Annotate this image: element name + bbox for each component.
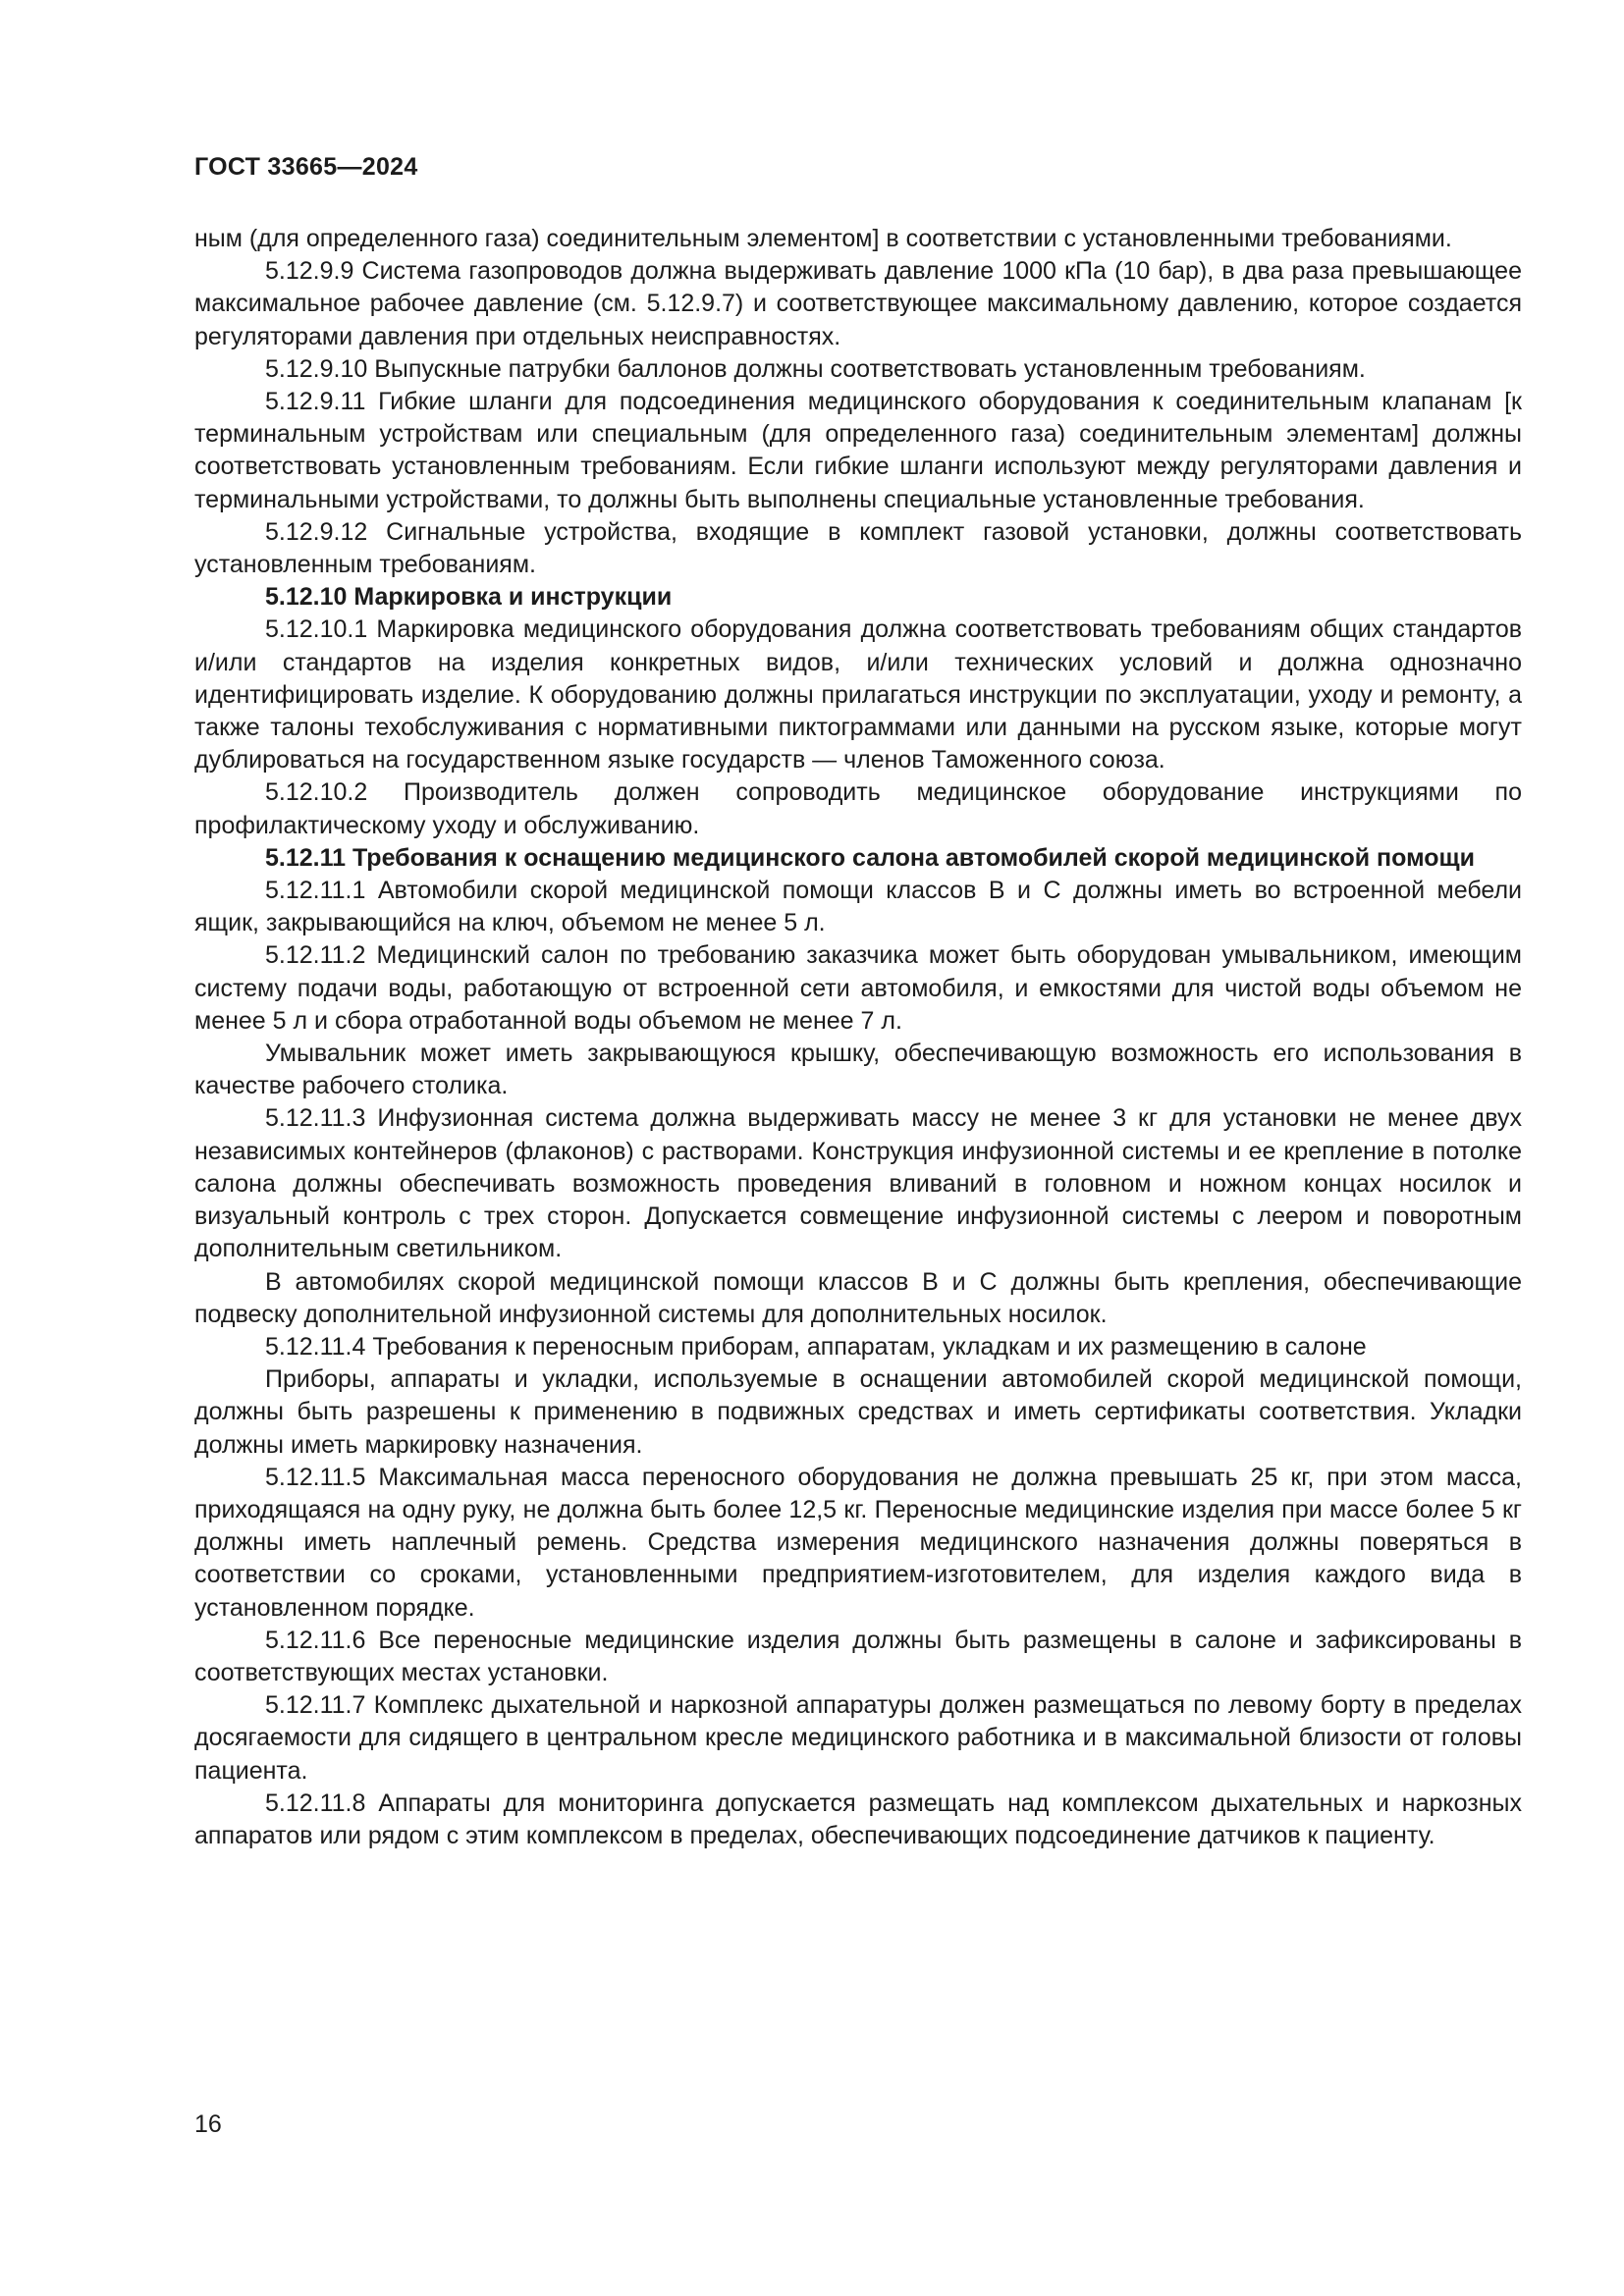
paragraph-5-12-10-2: 5.12.10.2 Производитель должен сопроводить медицинское оборудование инструкциями по профилактическому уходу и обслуживанию. <box>194 778 1522 839</box>
paragraph-5-12-11-5: 5.12.11.5 Максимальная масса переносного оборудования не должна превышать 25 кг, при этом масса, приходящаяся на одну руку, не должна быть более 12,5 кг. Переносные медицинские изделия при массе более 5 кг должны иметь наплечный ремень. Средства измерения медицинского назначения должны поверяться в соответствии со сроками, установленными предприятием-изготовителем, для изделия каждого вида в установленном порядке. <box>194 1463 1522 1622</box>
document-body <box>194 223 1522 1852</box>
paragraph-5-12-9-11: 5.12.9.11 Гибкие шланги для подсоединения медицинского оборудования к соединительным клапанам [к терминальным устройствам или специальным (для определенного газа) соединительным элементам] должны соответствовать установленным требованиям. Если гибкие шланги используют между регуляторами давления и терминальными устройствами, то должны быть выполнены специальные установленные требования. <box>194 388 1522 513</box>
paragraph-infusion-mounts: В автомобилях скорой медицинской помощи классов В и С должны быть крепления, обеспечивающие подвеску дополнительной инфузионной системы для дополнительных носилок. <box>194 1267 1522 1328</box>
paragraph-5-12-11-6: 5.12.11.6 Все переносные медицинские изделия должны быть размещены в салоне и зафиксированы в соответствующих местах установки. <box>194 1626 1522 1686</box>
paragraph-5-12-11-1: 5.12.11.1 Автомобили скорой медицинской помощи классов В и С должны иметь во встроенной мебели ящик, закрывающийся на ключ, объемом не менее 5 л. <box>194 877 1522 937</box>
page-number: 16 <box>194 2110 222 2138</box>
paragraph-5-12-10-1: 5.12.10.1 Маркировка медицинского оборудования должна соответствовать требованиям общих стандартов и/или стандартов на изделия конкретных видов, и/или технических условий и должна однозначно идентифицировать изделие. К оборудованию должны прилагаться инструкции по эксплуатации, уходу и ремонту, а также талоны техобслуживания с нормативными пиктограммами или данными на русском языке, которые могут дублироваться на государственном языке государств — членов Таможенного союза. <box>194 615 1522 774</box>
paragraph-devices: Приборы, аппараты и укладки, используемые в оснащении автомобилей скорой медицинской помощи, должны быть разрешены к применению в подвижных средствах и иметь сертификаты соответствия. Укладки должны иметь маркировку назначения. <box>194 1365 1522 1459</box>
paragraph-5-12-11-4: 5.12.11.4 Требования к переносным приборам, аппаратам, укладкам и их размещению в салоне <box>265 1332 1367 1361</box>
paragraph-5-12-9-12: 5.12.9.12 Сигнальные устройства, входящие в комплект газовой установки, должны соответствовать установленным требованиям. <box>194 517 1522 579</box>
paragraph-continuation: ным (для определенного газа) соединительным элементом] в соответствии с установленными требованиями. <box>194 225 1452 252</box>
paragraph-5-12-9-10: 5.12.9.10 Выпускные патрубки баллонов должны соответствовать установленным требованиям. <box>265 354 1366 383</box>
paragraph-5-12-11-3: 5.12.11.3 Инфузионная система должна выдерживать массу не менее 3 кг для установки не менее двух независимых контейнеров (флаконов) с растворами. Конструкция инфузионной системы и ее крепление в потолке салона должны обеспечивать возможность проведения вливаний в головном и ножном концах носилок и визуальный контроль с трех сторон. Допускается совмещение инфузионной системы с леером и поворотным дополнительным светильником. <box>194 1104 1522 1263</box>
paragraph-5-12-9-9: 5.12.9.9 Система газопроводов должна выдерживать давление 1000 кПа (10 бар), в два раза превышающее максимальное рабочее давление (см. 5.12.9.7) и соответствующее максимальному давлению, которое создается регуляторами давления при отдельных неисправностях. <box>194 257 1522 350</box>
paragraph-5-12-11-7: 5.12.11.7 Комплекс дыхательной и наркозной аппаратуры должен размещаться по левому борту в пределах досягаемости для сидящего в центральном кресле медицинского работника и в максимальной близости от головы пациента. <box>194 1691 1522 1785</box>
standard-header: ГОСТ 33665—2024 <box>194 153 418 181</box>
paragraph-washbasin: Умывальник может иметь закрывающуюся крышку, обеспечивающую возможность его использования в качестве рабочего столика. <box>194 1040 1522 1100</box>
paragraph-5-12-11-8: 5.12.11.8 Аппараты для мониторинга допускается размещать над комплексом дыхательных и наркозных аппаратов или рядом с этим комплексом в пределах, обеспечивающих подсоединение датчиков к пациенту. <box>194 1789 1522 1849</box>
section-heading-5-12-11: 5.12.11 Требования к оснащению медицинского салона автомобилей скорой медицинской помощи <box>265 843 1475 872</box>
section-heading-5-12-10: 5.12.10 Маркировка и инструкции <box>265 583 673 612</box>
paragraph-5-12-11-2: 5.12.11.2 Медицинский салон по требованию заказчика может быть оборудован умывальником, имеющим систему подачи воды, работающую от встроенной сети автомобиля, и емкостями для чистой воды объемом не менее 5 л и сбора отработанной воды объемом не менее 7 л. <box>194 941 1522 1035</box>
